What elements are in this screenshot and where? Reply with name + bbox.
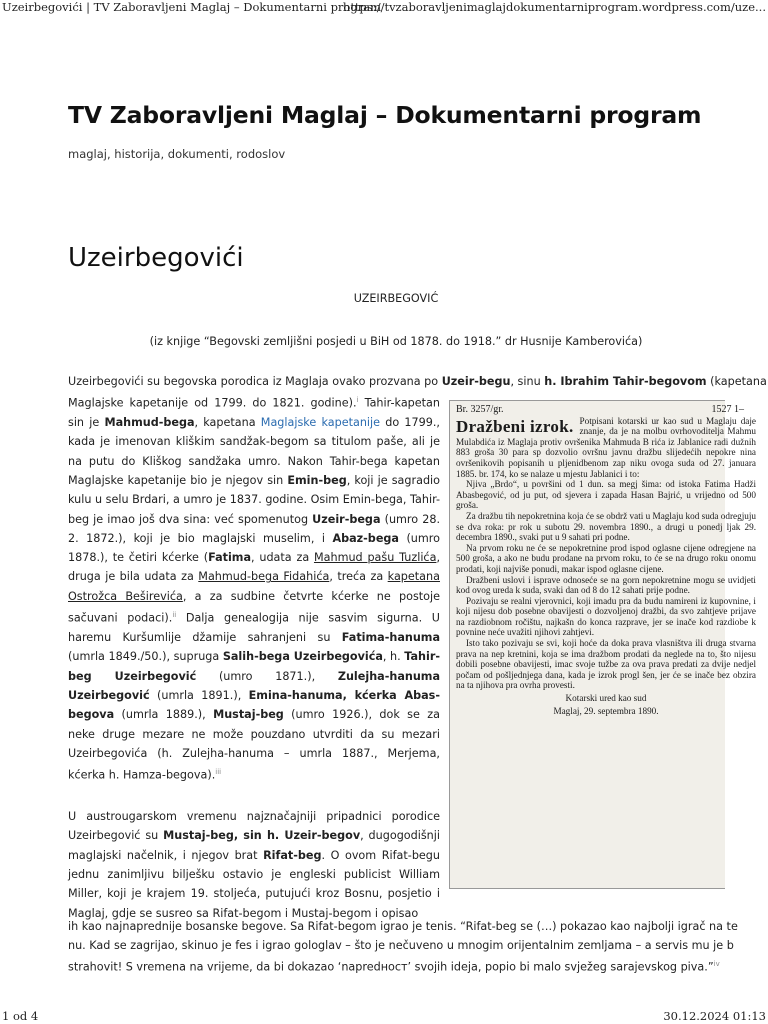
footnote-ref[interactable]: ii: [172, 611, 177, 619]
wide-line-2: nu. Kad se zagrijao, skinuo je fes i igrao gologlav – što je nečuveno u mnogim orijentalnim zemljama – a servis mu je b: [68, 939, 734, 952]
link-mahmud-beg-fidahic[interactable]: Mahmud-bega Fidahića: [198, 570, 330, 584]
wide-line-3: strahovit! S vremena na vrijeme, da bi dokazao ‘napredност’ svojih ideja, popio bi malo svježeg sarajevskog piva.”$^{iv}$: [68, 960, 720, 974]
clipping-paragraph: Potpisani kotarski ur kao sud u Maglaju daje znanje, da je na molbu ovrhovoditelja Mahmu Mulabdića iz Maglaja protiv ovršenika Mahmuda B rića iz Jablanice radi dužnih 883 groša 30 para sp dozvolio ovršnu javnu dražbu slijedećih nepokre nina ovršenikovih popisanih u pljenidbenom zap niku ovoga suda od 27. januara 1885. br. 174, ko se nalaze u mjestu Jablanici i to:: [456, 415, 756, 479]
clipping-ref-right: 1527 1–: [711, 404, 744, 415]
clipping-date: Maglaj, 29. septembra 1890.: [553, 705, 659, 716]
footnote-ref[interactable]: i: [356, 396, 359, 404]
clipping-paragraph: Isto tako pozivaju se svi, koji hoće da doka prava vlasništva ili druga stvarna prava na nep kretnini, koja se ima dražbom prodati da neglede na to, što nijesu dobili posebne obavijesti, imac svoje tužbe za ova prava predati za dvije nedjel počam od pošljednjega dana, kada je izrok progl šen, jer će se inače bez obzira na ta njihova pra ovrha provesti.: [456, 638, 756, 691]
intro-line: Uzeirbegovići su begovska porodica iz Maglaja ovako prozvana po Uzeir-begu, sinu h. Ibrahim Tahir-begovom (kapetana: [68, 375, 767, 388]
link-kapetan-ostrozca-besirevic[interactable]: kapetana Ostrožca Beširevića: [68, 570, 440, 603]
print-header-page-title: Uzeirbegovići | TV Zaboravljeni Maglaj – Dokumentarni program: [2, 0, 381, 14]
site-description: maglaj, historija, dokumenti, rodoslov: [68, 147, 286, 161]
paragraph-austro-hungarian: U austrougarskom vremenu najznačajniji pripadnici porodice Uzeirbegović su Mustaj-beg, sin h. Uzeir-begov, dugogodišnji maglajski načelnik, i njegov brat Rifat-beg. O ovom Rifat-begu jednu zanimljivu bilješku ostavio je engleski publicist William Miller, koji je krajem 19. stoljeća, putujući kroz Bosnu, posjetio i Maglaj, gdje se susreo sa Rifat-begom i Mustaj-begom i opisao: [68, 810, 440, 920]
print-header-url: https://tvzaboravljenimaglajdokumentarniprogram.wordpress.com/uze...: [342, 0, 766, 14]
post-title: Uzeirbegovići: [68, 243, 244, 273]
post-source: (iz knjige “Begovski zemljišni posjedi u BiH od 1878. do 1918.” dr Husnije Kamberovića): [149, 335, 643, 348]
clipping-paragraph: Za dražbu tih nepokretnina koja će se obdrž vati u Maglaju kod suda odregjuju se dva roka: pr rok u subotu 29. novembra 1890., a drugi u ponedj ljak 29. decembra 1890., svaki put u 9 sahati pri podne.: [456, 510, 756, 543]
footnote-ref[interactable]: iii: [215, 768, 222, 777]
print-timestamp: 30.12.2024 01:13: [663, 1009, 766, 1023]
site-title[interactable]: TV Zaboravljeni Maglaj – Dokumentarni program: [68, 101, 702, 129]
newspaper-clipping-image: [449, 400, 756, 889]
clipping-header: [456, 405, 744, 416]
wide-line-1: ih kao najnaprednije bosanske begove. Sa Rifat-begom igrao je tenis. “Rifat-beg se (…) pokazao kao najbolji igrač na te: [68, 920, 738, 933]
print-header: [0, 0, 768, 18]
link-maglajske-kapetanije[interactable]: Maglajske kapetanije: [260, 416, 381, 430]
clipping-paragraph: Na prvom roku ne će se nepokretnine prod ispod oglasne cijene odregjene na 500 groša, a ako ne budu prodane na prvom roku, to će se na drugo roku onomu prodati, koji najviše ponudi, makar ispod oglasne cijene.: [456, 542, 756, 574]
post-subtitle: UZEIRBEGOVIĆ: [353, 292, 439, 305]
link-mahmud-pasa-tuzlic[interactable]: Mahmud pašu Tuzlića: [313, 551, 437, 565]
paragraph-genealogy: Maglajske kapetanije od 1799. do 1821. godine).$^i$ Tahir-kapetan sin je Mahmud-bega, kapetana Maglajske kapetanije do 1799., kada je imenovan kliškim sandžak-begom sa titulom paše, ali je na putu do Kliškog sandžaka umro. Nakon Tahir-bega kapetan Maglajske kapetanije bio je njegov sin Emin-beg, koji je sagradio kulu u selu Brdari, a umro je 1837. godine. Osim Emin-bega, Tahir-beg je imao još dva sina: već spomenutog Uzeir-bega (umro 28. 2. 1872.), koji je bio maglajski muselim, i Abaz-bega (umro 1878.), te četiri kćerke (Fatima, udata za Mahmud pašu Tuzlića, druga je bila udata za Mahmud-bega Fidahića, treća za kapetana Ostrožca Beširevića, a za sudbine četvrte kćerke ne postoje sačuvani podaci).$^{ii}$ Dalja genealogija nije sasvim sigurna. U haremu Kuršumlije džamije sahranjeni su Fatima-hanuma (umrla 1849./50.), supruga Salih-bega Uzeirbegovića, h. Tahir-beg Uzeirbegović (umro 1871.), Zulejha-hanuma Uzeirbegović (umrla 1891.), Emina-hanuma, kćerka Abas-begova (umrla 1889.), Mustaj-beg (umro 1926.), dok se za neke druge mezare ne može pouzdano utvrditi da su mezari Uzeirbegovića (h. Zulejha-hanuma – umrla 1887., Merjema, kćerka h. Hamza-begova).$^{iii}$: [68, 396, 441, 782]
clipping-paragraph: Pozivaju se realni vjerovnici, koji imadu pra da budu namireni iz kupovnine, i koji nijesu dob posebne obavijesti o dozvoljenoj dražbi, da svo zahtjeve prijave na razdiobnom ročištu, najkašn do konca razprave, jer se inače kod razdiobe k povnine neće uvažiti njihovi zahtjevi.: [456, 595, 756, 638]
clipping-ref: Br. 3257/gr.: [456, 404, 504, 415]
clipping-paragraph: Njiva „Brdo“, u površini od 1 dun. sa megj šima: od istoka Fatima Hadži Abasbegović, od ju put, od sjevera i zapada Hasan Bajrić, u vrijedno od 500 groša.: [456, 479, 756, 511]
clipping-paragraph: Dražbeni uslovi i ispravе odnoseće se na gorn nepokretnine mogu se uvidjeti kod ovog ureda k suda, svaki dan od 8 do 12 sahati prije podne.: [456, 574, 756, 596]
footnote-ref[interactable]: iv: [713, 960, 720, 968]
clipping-headline: Dražbeni izrok.: [456, 416, 574, 436]
article-column: [68, 391, 440, 923]
clipping-signature: Kotarski ured kao sud: [565, 693, 647, 704]
page-counter: 1 od 4: [2, 1009, 39, 1023]
